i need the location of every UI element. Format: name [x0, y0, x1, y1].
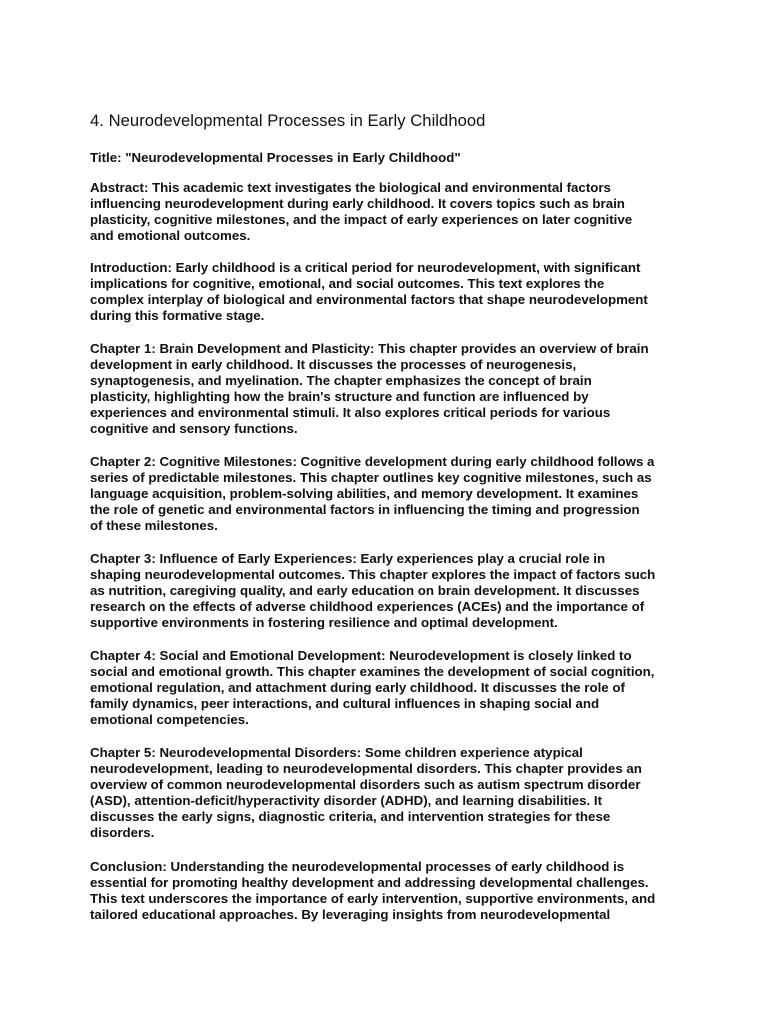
- text-line: series of predictable milestones. This chapter outlines key cognitive milestones, such as: [90, 470, 652, 486]
- text-line: experiences and environmental stimuli. It also explores critical periods for various: [90, 405, 611, 421]
- text-line: This text underscores the importance of early intervention, supportive environments, and: [90, 891, 656, 907]
- text-line: overview of common neurodevelopmental disorders such as autism spectrum disorder: [90, 777, 641, 793]
- text-line: Chapter 2: Cognitive Milestones: Cognitive development during early childhood follows a: [90, 454, 655, 469]
- chapter-5-paragraph: [90, 745, 690, 842]
- text-line: Chapter 4: Social and Emotional Development: Neurodevelopment is closely linked to: [90, 648, 632, 663]
- text-line: plasticity, cognitive milestones, and the impact of early experiences on later cognitive: [90, 212, 633, 228]
- text-line: and emotional outcomes.: [90, 228, 251, 244]
- text-line: the role of genetic and environmental factors in influencing the timing and progression: [90, 502, 640, 518]
- text-line: during this formative stage.: [90, 308, 265, 324]
- text-line: discusses the early signs, diagnostic criteria, and intervention strategies for these: [90, 809, 611, 825]
- text-line: of these milestones.: [90, 518, 218, 534]
- text-line: Chapter 5: Neurodevelopmental Disorders: Some children experience atypical: [90, 745, 583, 760]
- text-line: complex interplay of biological and environmental factors that shape neurodevelopment: [90, 292, 648, 308]
- chapter-4-paragraph: [90, 648, 690, 728]
- abstract-paragraph: [90, 180, 690, 244]
- text-line: family dynamics, peer interactions, and cultural influences in shaping social and: [90, 696, 600, 712]
- text-line: Title: "Neurodevelopmental Processes in Early Childhood": [90, 150, 461, 165]
- chapter-1-paragraph: [90, 341, 690, 438]
- text-line: emotional competencies.: [90, 712, 249, 728]
- text-line: supportive environments in fostering resilience and optimal development.: [90, 615, 558, 631]
- chapter-3-paragraph: [90, 551, 690, 631]
- text-line: plasticity, highlighting how the brain's structure and function are influenced by: [90, 389, 589, 405]
- chapter-2-paragraph: [90, 454, 690, 534]
- text-line: language acquisition, problem-solving abilities, and memory development. It examines: [90, 486, 639, 502]
- text-line: research on the effects of adverse childhood experiences (ACEs) and the importance of: [90, 599, 645, 615]
- title-paragraph: [90, 150, 690, 166]
- text-line: neurodevelopment, leading to neurodevelopmental disorders. This chapter provides an: [90, 761, 642, 777]
- text-line: disorders.: [90, 825, 155, 841]
- text-line: shaping neurodevelopmental outcomes. This chapter explores the impact of factors such: [90, 567, 656, 583]
- text-line: social and emotional growth. This chapter examines the development of social cognition,: [90, 664, 655, 680]
- text-line: Abstract: This academic text investigates the biological and environmental factors: [90, 180, 611, 195]
- conclusion-paragraph: [90, 859, 690, 923]
- text-line: as nutrition, caregiving quality, and early education on brain development. It discusses: [90, 583, 640, 599]
- text-line: development in early childhood. It discusses the processes of neurogenesis,: [90, 357, 577, 373]
- text-line: tailored educational approaches. By leveraging insights from neurodevelopmental: [90, 907, 611, 923]
- text-line: influencing neurodevelopment during early childhood. It covers topics such as brain: [90, 196, 625, 212]
- text-line: synaptogenesis, and myelination. The chapter emphasizes the concept of brain: [90, 373, 592, 389]
- text-line: Conclusion: Understanding the neurodevelopmental processes of early childhood is: [90, 859, 625, 874]
- text-line: Introduction: Early childhood is a critical period for neurodevelopment, with significant: [90, 260, 641, 275]
- text-line: Chapter 3: Influence of Early Experiences: Early experiences play a crucial role in: [90, 551, 606, 566]
- text-line: essential for promoting healthy development and addressing developmental challenges.: [90, 875, 649, 891]
- text-line: emotional regulation, and attachment during early childhood. It discusses the role of: [90, 680, 625, 696]
- text-line: cognitive and sensory functions.: [90, 421, 298, 437]
- text-line: implications for cognitive, emotional, and social outcomes. This text explores the: [90, 276, 605, 292]
- section-heading: 4. Neurodevelopmental Processes in Early Childhood: [90, 111, 486, 130]
- text-line: (ASD), attention-deficit/hyperactivity disorder (ADHD), and learning disabilities. It: [90, 793, 602, 809]
- text-line: Chapter 1: Brain Development and Plasticity: This chapter provides an overview of brain: [90, 341, 649, 356]
- introduction-paragraph: [90, 260, 690, 324]
